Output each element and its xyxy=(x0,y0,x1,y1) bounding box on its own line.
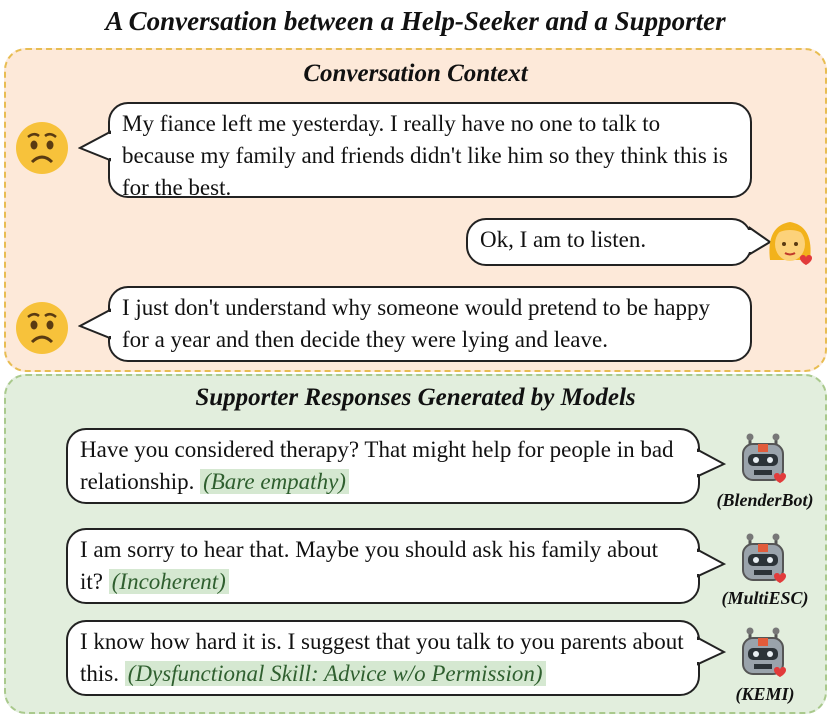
robot-icon xyxy=(738,626,788,680)
seeker-message-bubble xyxy=(108,286,752,362)
model-name-label: (MultiESC) xyxy=(721,588,809,608)
supporter-message-bubble xyxy=(466,218,752,266)
model-name-label: (KEMI) xyxy=(735,684,795,704)
bubble-tail xyxy=(696,548,726,578)
worried-face-icon xyxy=(14,300,70,356)
worried-face-icon xyxy=(14,120,70,176)
bubble-tail xyxy=(78,308,112,340)
bubble-tail xyxy=(696,636,726,666)
response-text: I am sorry to hear that. Maybe you should ask his family about it? xyxy=(80,537,659,594)
seeker-message-text: I just don't understand why someone would pretend to be happy for a year and then decide they were lying and leave. xyxy=(122,295,710,352)
response-quality-tag: (Dysfunctional Skill: Advice w/o Permission) xyxy=(125,661,546,686)
response-text: Have you considered therapy? That might help for people in bad relationship. xyxy=(80,437,674,494)
figure-title: A Conversation between a Help-Seeker and a Supporter xyxy=(105,6,726,36)
woman-supporter-icon xyxy=(764,214,816,268)
model-response-bubble xyxy=(66,528,700,604)
model-response-bubble xyxy=(66,428,700,504)
robot-icon xyxy=(738,432,788,486)
model-name-label: (BlenderBot) xyxy=(716,490,814,510)
response-quality-tag: (Incoherent) xyxy=(109,569,229,594)
responses-heading: Supporter Responses Generated by Models xyxy=(195,384,636,411)
supporter-message-text: Ok, I am to listen. xyxy=(480,227,647,252)
bubble-tail xyxy=(696,448,726,478)
robot-icon xyxy=(738,532,788,586)
seeker-message-text: My fiance left me yesterday. I really have no one to talk to because my family and friends didn't like him so they think this is for the best. xyxy=(122,111,728,200)
seeker-message-bubble xyxy=(108,102,752,198)
response-text: I know how hard it is. I suggest that you talk to you parents about this. xyxy=(80,629,684,686)
model-response-bubble xyxy=(66,620,700,696)
context-heading: Conversation Context xyxy=(303,60,528,87)
bubble-tail xyxy=(78,130,112,162)
response-quality-tag: (Bare empathy) xyxy=(200,469,349,494)
